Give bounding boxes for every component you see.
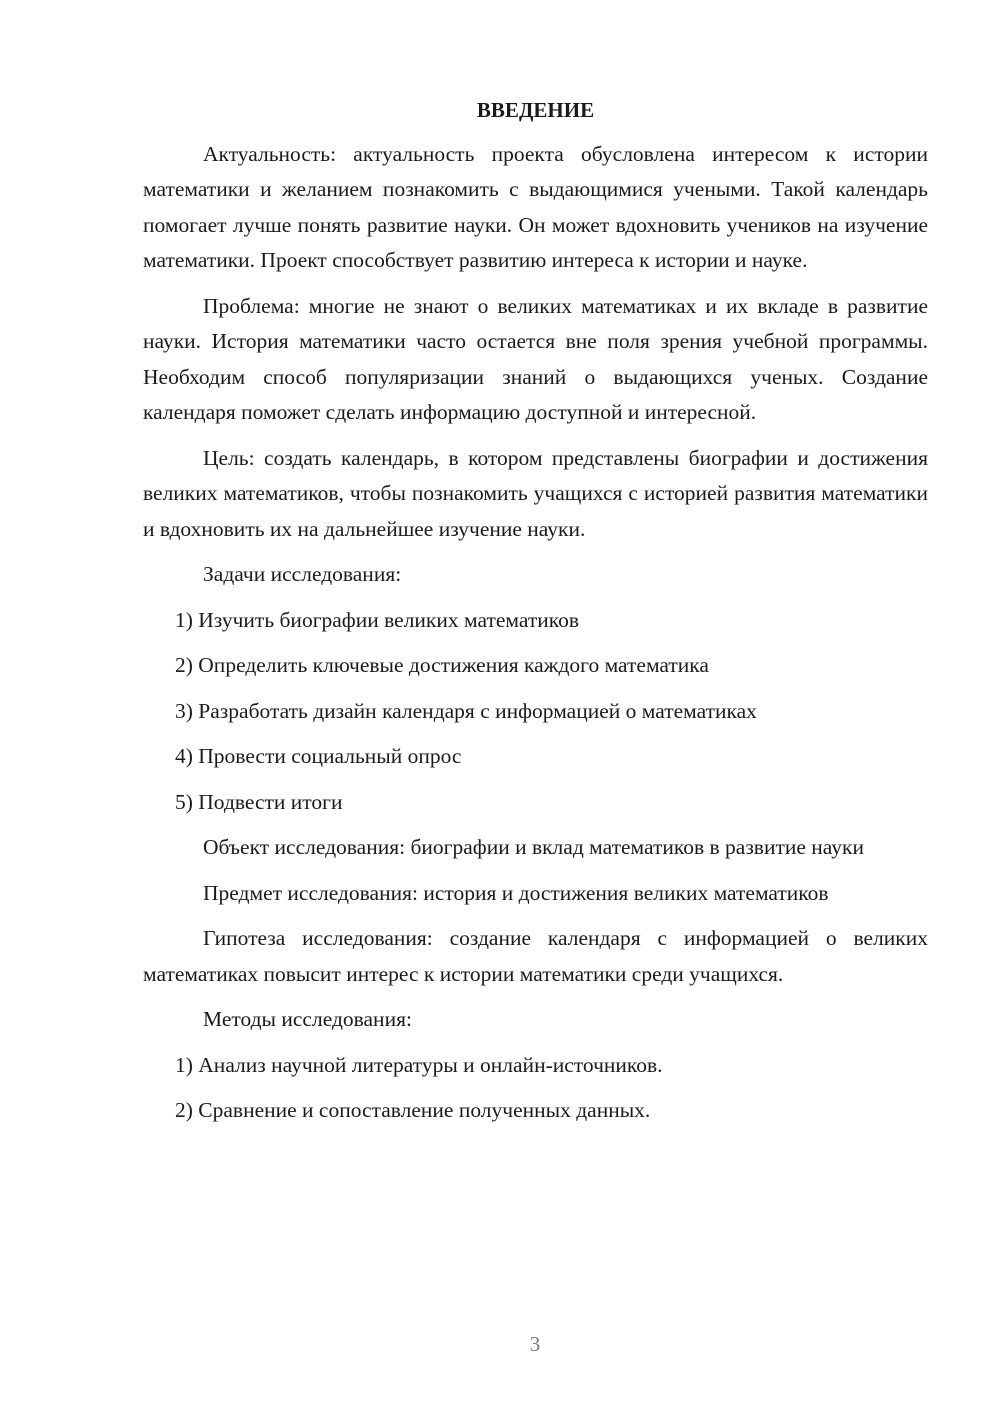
method-item: 1) Анализ научной литературы и онлайн-источников. xyxy=(175,1052,663,1077)
subject-paragraph: Предмет исследования: история и достижения великих математиков xyxy=(203,880,829,905)
object-paragraph: Объект исследования: биографии и вклад математиков в развитие науки xyxy=(203,835,864,859)
methods-list xyxy=(143,1048,928,1129)
method-item: 2) Сравнение и сопоставление полученных данных. xyxy=(175,1098,651,1122)
task-item: 5) Подвести итоги xyxy=(175,789,343,814)
hypothesis-paragraph: Гипотеза исследования: создание календаря с информацией о великих математиках повысит интерес к истории математики среди учащихся. xyxy=(143,926,928,986)
page-content xyxy=(143,93,928,1139)
tasks-label: Задачи исследования: xyxy=(203,562,402,586)
goal-paragraph: Цель: создать календарь, в котором представлены биографии и достижения великих математиков, чтобы познакомить учащихся с историей развития математики и вдохновить их на дальнейшее изучение науки. xyxy=(143,445,928,541)
task-item: 3) Разработать дизайн календаря с информацией о математиках xyxy=(175,698,757,723)
task-item: 2) Определить ключевые достижения каждого математика xyxy=(175,653,709,677)
section-heading: ВВЕДЕНИЕ xyxy=(476,98,595,122)
task-item: 1) Изучить биографии великих математиков xyxy=(175,607,579,632)
methods-label: Методы исследования: xyxy=(203,1007,412,1031)
task-item: 4) Провести социальный опрос xyxy=(175,744,462,768)
relevance-paragraph: Актуальность: актуальность проекта обусловлена интересом к истории математики и желанием познакомить с выдающимися учеными. Такой календарь помогает лучше понять развитие науки. Он может вдохновить учеников на изучение математики. Проект способствует развитию интереса к истории и науке. xyxy=(143,141,928,272)
tasks-list xyxy=(143,603,928,821)
page-number: 3 xyxy=(529,1332,541,1356)
problem-paragraph: Проблема: многие не знают о великих математиках и их вкладе в развитие науки. История математики часто остается вне поля зрения учебной программы. Необходим способ популяризации знаний о выдающихся ученых. Создание календаря поможет сделать информацию доступной и интересной. xyxy=(143,293,928,424)
